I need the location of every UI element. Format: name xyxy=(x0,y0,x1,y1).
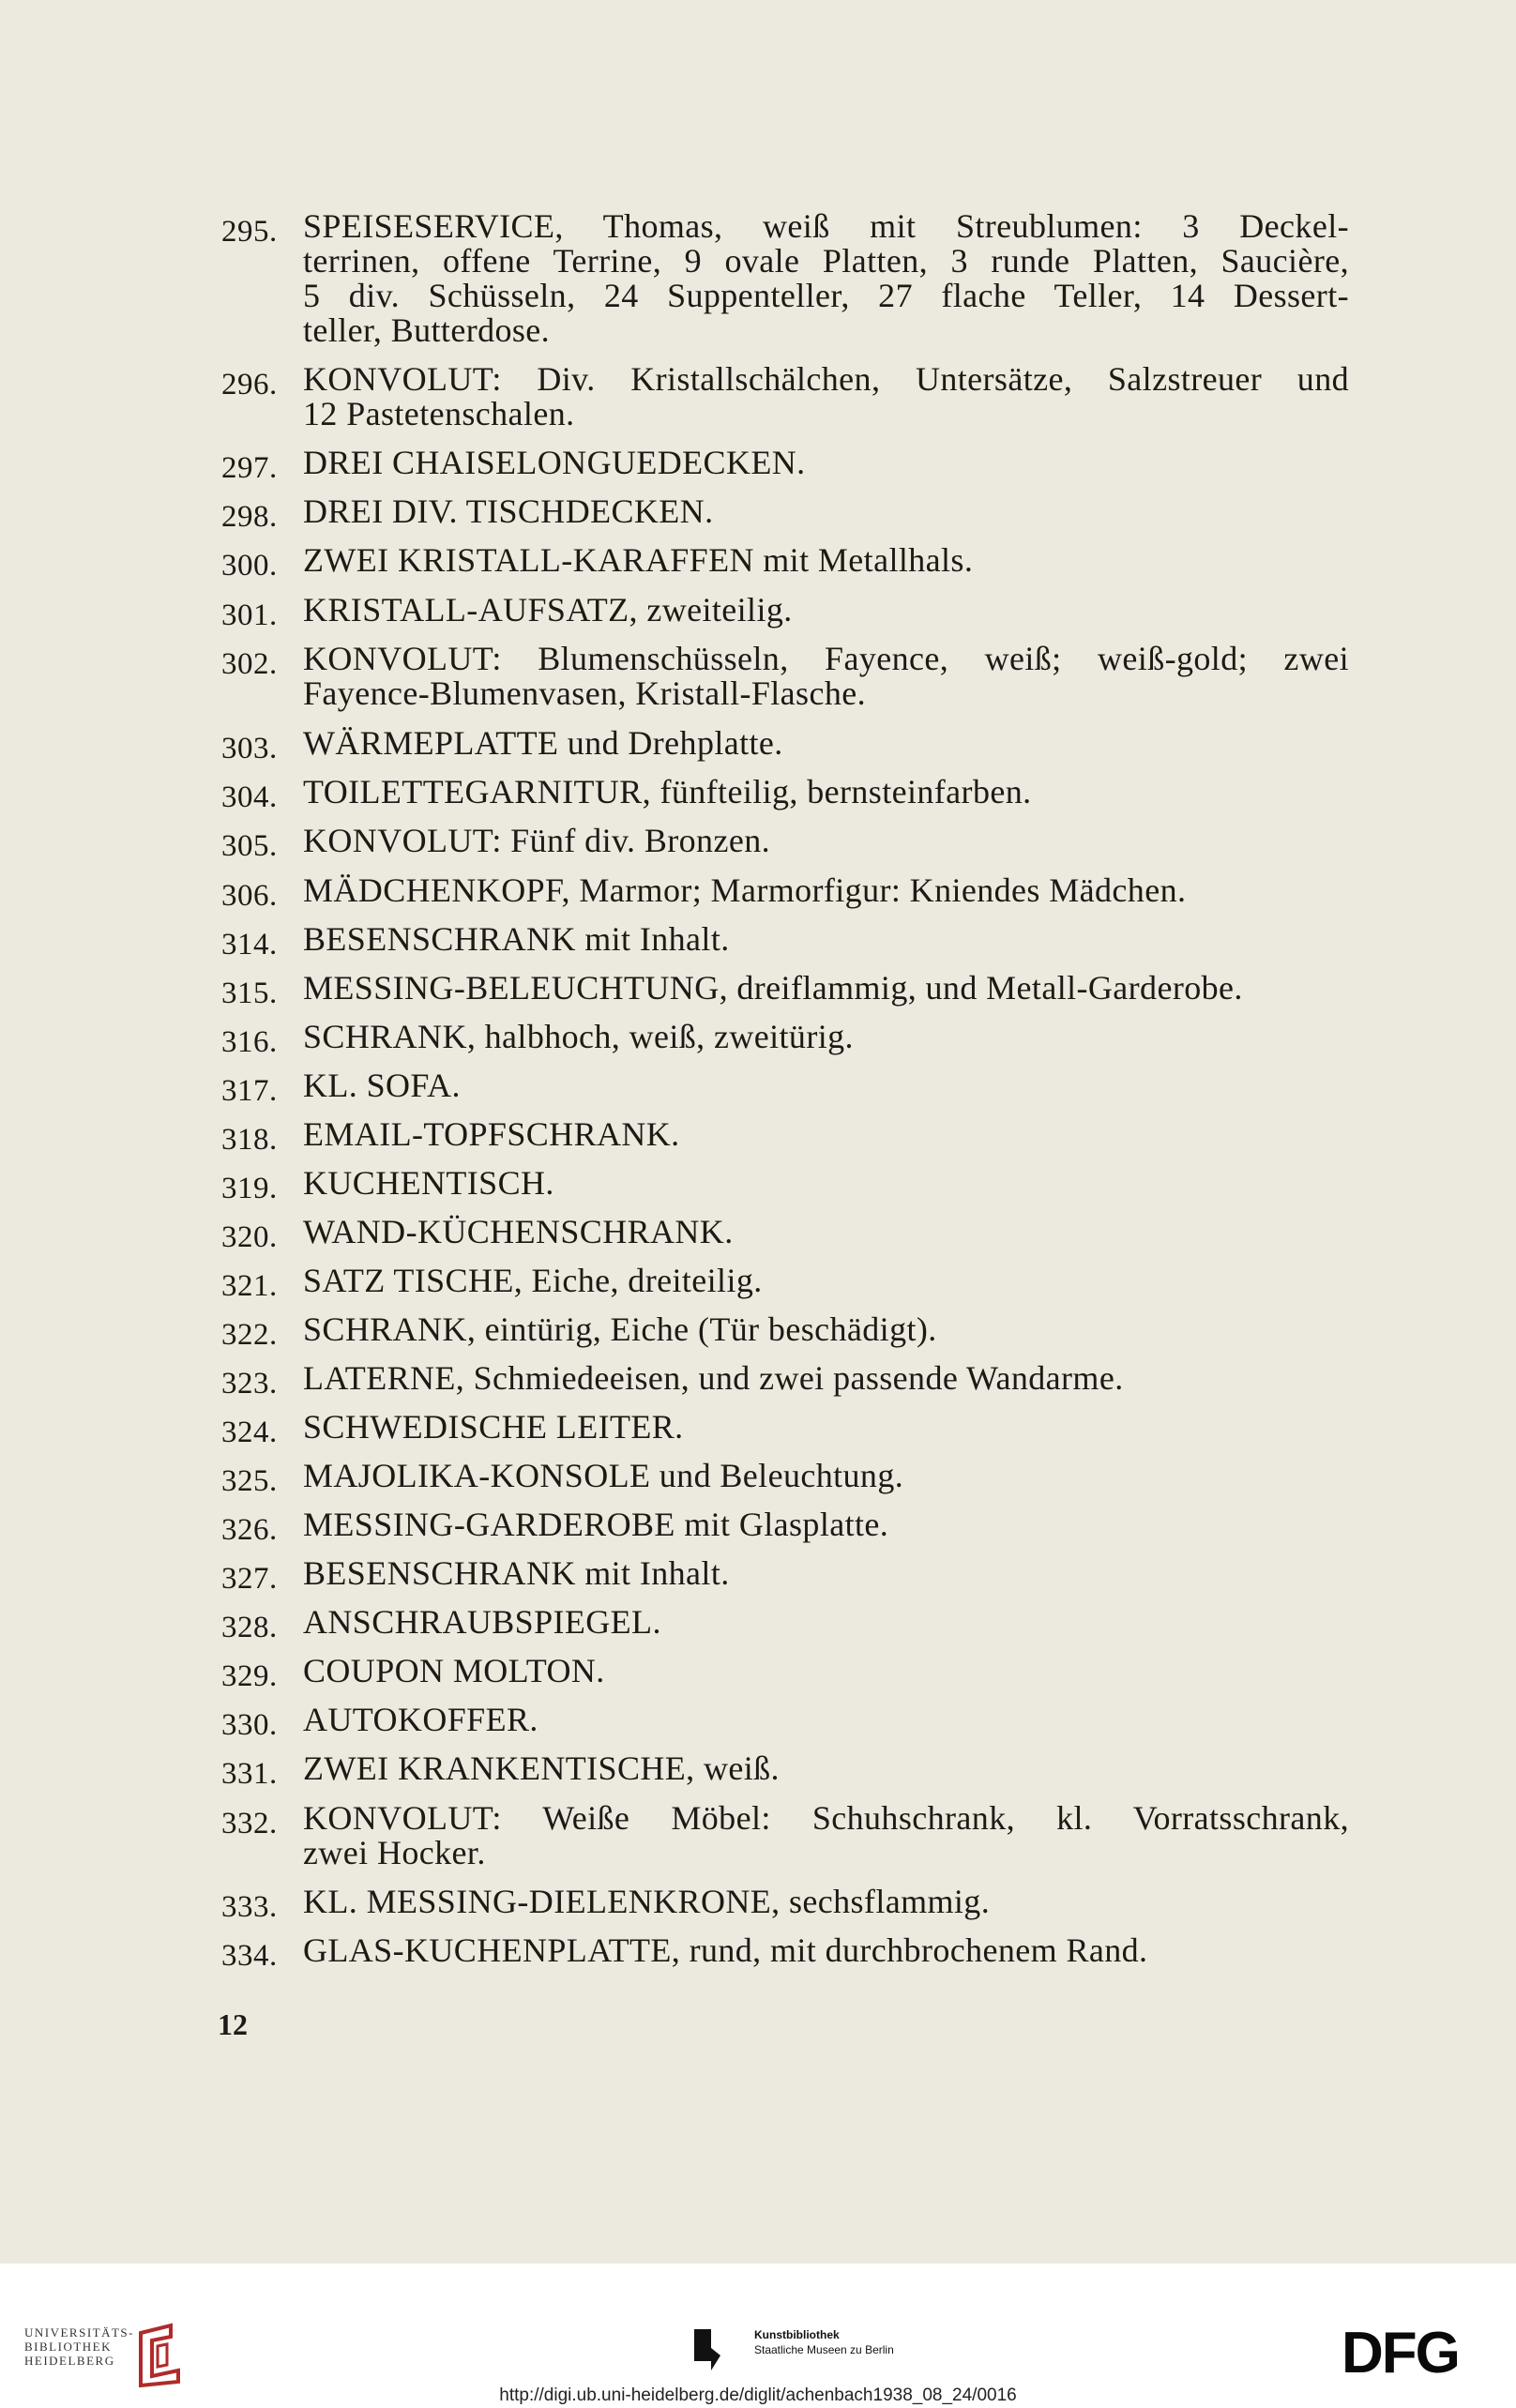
entry-text-line: ZWEI KRANKENTISCHE, weiß. xyxy=(303,1749,780,1787)
heidelberg-library-logo[interactable] xyxy=(24,2325,134,2368)
entry-description xyxy=(303,1215,1349,1249)
entry-description xyxy=(303,1020,1349,1054)
entry-text-line: KONVOLUT: Weiße Möbel: Schuhschrank, kl. Vorratsschrank, xyxy=(303,1799,1349,1837)
entry-description xyxy=(303,1507,1349,1542)
entry-number: 296. xyxy=(221,368,278,401)
entry-text-line: AUTOKOFFER. xyxy=(303,1701,538,1738)
entry-description xyxy=(303,593,1349,628)
entry-number: 318. xyxy=(221,1123,278,1157)
entry-text-line: KL. SOFA. xyxy=(303,1067,461,1104)
entry-number: 329. xyxy=(221,1659,278,1693)
entry-description xyxy=(303,726,1349,761)
entry-number: 317. xyxy=(221,1074,278,1108)
entry-description xyxy=(303,1801,1349,1870)
entry-number: 330. xyxy=(221,1708,278,1742)
entry-description xyxy=(303,1556,1349,1591)
library-logo-line: UNIVERSITÄTS- xyxy=(24,2325,134,2340)
entry-text-line: KONVOLUT: Fünf div. Bronzen. xyxy=(303,822,771,859)
entry-number: 303. xyxy=(221,732,278,765)
library-emblem-icon xyxy=(133,2322,186,2387)
entry-text-line: KUCHENTISCH. xyxy=(303,1164,554,1202)
entry-number: 314. xyxy=(221,928,278,962)
entry-text-line: LATERNE, Schmiedeeisen, und zwei passende Wandarme. xyxy=(303,1359,1124,1397)
entry-number: 304. xyxy=(221,780,278,814)
entry-number: 298. xyxy=(221,500,278,534)
entry-text-line: ZWEI KRISTALL-KARAFFEN mit Metallhals. xyxy=(303,541,974,579)
kunstbibliothek-logo-icon[interactable] xyxy=(694,2329,720,2370)
entry-description xyxy=(303,1264,1349,1298)
entry-text-line: teller, Butterdose. xyxy=(303,311,551,349)
entry-description xyxy=(303,1068,1349,1103)
entry-description xyxy=(303,1751,1349,1786)
entry-description xyxy=(303,362,1349,432)
entry-number: 328. xyxy=(221,1611,278,1644)
entry-text-line: WAND-KÜCHENSCHRANK. xyxy=(303,1213,734,1250)
kb-subtitle: Staatliche Museen zu Berlin xyxy=(754,2343,894,2356)
entry-text-line: MAJOLIKA-KONSOLE und Beleuchtung. xyxy=(303,1457,904,1494)
entry-description xyxy=(303,1885,1349,1919)
entry-text-line: BESENSCHRANK mit Inhalt. xyxy=(303,920,730,958)
entry-text-line: GLAS-KUCHENPLATTE, rund, mit durchbrochenem Rand. xyxy=(303,1931,1148,1969)
entry-text-line: SPEISESERVICE, Thomas, weiß mit Streublumen: 3 Deckel- xyxy=(303,207,1349,245)
entry-description xyxy=(303,922,1349,957)
kunstbibliothek-text xyxy=(754,2327,894,2357)
permalink-url[interactable]: http://digi.ub.uni-heidelberg.de/diglit/achenbach1938_08_24/0016 xyxy=(499,2385,1017,2405)
footer-bar xyxy=(0,2264,1516,2408)
entry-text-line: TOILETTEGARNITUR, fünfteilig, bernsteinfarben. xyxy=(303,773,1032,810)
entry-number: 315. xyxy=(221,977,278,1010)
entry-description xyxy=(303,1166,1349,1201)
entry-number: 322. xyxy=(221,1318,278,1352)
entry-text-line: BESENSCHRANK mit Inhalt. xyxy=(303,1554,730,1592)
entry-description xyxy=(303,1605,1349,1640)
entry-text-line: MESSING-GARDEROBE mit Glasplatte. xyxy=(303,1506,889,1543)
entry-number: 323. xyxy=(221,1367,278,1401)
entry-text-line: KRISTALL-AUFSATZ, zweiteilig. xyxy=(303,591,793,629)
entry-text-line: SATZ TISCHE, Eiche, dreiteilig. xyxy=(303,1262,763,1299)
entry-description xyxy=(303,873,1349,908)
entry-text-line: KL. MESSING-DIELENKRONE, sechsflammig. xyxy=(303,1883,991,1920)
entry-number: 295. xyxy=(221,215,278,249)
entry-number: 305. xyxy=(221,829,278,863)
entry-number: 306. xyxy=(221,879,278,913)
entry-text-line: zwei Hocker. xyxy=(303,1834,486,1871)
entry-text-line: ANSCHRAUBSPIEGEL. xyxy=(303,1603,661,1641)
entry-text-line: MÄDCHENKOPF, Marmor; Marmorfigur: Kniendes Mädchen. xyxy=(303,871,1187,909)
entry-description xyxy=(303,1703,1349,1737)
library-logo-line: HEIDELBERG xyxy=(24,2354,115,2368)
entry-number: 316. xyxy=(221,1025,278,1059)
entry-number: 300. xyxy=(221,549,278,583)
entry-description xyxy=(303,642,1349,711)
entry-number: 320. xyxy=(221,1220,278,1254)
entry-number: 333. xyxy=(221,1890,278,1924)
library-logo-line: BIBLIOTHEK xyxy=(24,2340,112,2354)
entry-description xyxy=(303,543,1349,578)
entry-text-line: terrinen, offene Terrine, 9 ovale Platten, 3 runde Platten, Saucière, xyxy=(303,242,1349,280)
entry-text-line: COUPON MOLTON. xyxy=(303,1652,605,1689)
entry-description xyxy=(303,1933,1349,1968)
entry-text-line: DREI DIV. TISCHDECKEN. xyxy=(303,492,714,530)
entry-description xyxy=(303,971,1349,1006)
entry-description xyxy=(303,824,1349,858)
entry-number: 302. xyxy=(221,647,278,681)
entry-number: 319. xyxy=(221,1172,278,1205)
kb-title: Kunstbibliothek xyxy=(754,2328,840,2341)
entry-description xyxy=(303,1312,1349,1347)
entry-text-line: Fayence-Blumenvasen, Kristall-Flasche. xyxy=(303,674,867,712)
entry-text-line: WÄRMEPLATTE und Drehplatte. xyxy=(303,724,783,762)
entry-text-line: SCHRANK, eintürig, Eiche (Tür beschädigt). xyxy=(303,1310,937,1348)
entry-text-line: SCHRANK, halbhoch, weiß, zweitürig. xyxy=(303,1018,854,1055)
entry-number: 331. xyxy=(221,1757,278,1791)
entry-number: 334. xyxy=(221,1939,278,1973)
entry-description xyxy=(303,775,1349,810)
entry-number: 325. xyxy=(221,1464,278,1498)
dfg-logo[interactable]: DFG xyxy=(1342,2321,1459,2385)
entry-text-line: EMAIL-TOPFSCHRANK. xyxy=(303,1115,680,1153)
entry-text-line: DREI CHAISELONGUEDECKEN. xyxy=(303,444,806,481)
entry-description xyxy=(303,1654,1349,1689)
entry-number: 297. xyxy=(221,451,278,485)
entry-text-line: MESSING-BELEUCHTUNG, dreiflammig, und Metall-Garderobe. xyxy=(303,969,1243,1007)
entry-description xyxy=(303,446,1349,480)
entry-text-line: 5 div. Schüsseln, 24 Suppenteller, 27 flache Teller, 14 Dessert- xyxy=(303,277,1349,314)
entry-description xyxy=(303,209,1349,348)
entry-number: 327. xyxy=(221,1562,278,1596)
entry-description xyxy=(303,1410,1349,1445)
entry-number: 326. xyxy=(221,1513,278,1547)
entry-description xyxy=(303,1459,1349,1493)
entry-text-line: KONVOLUT: Blumenschüsseln, Fayence, weiß; weiß-gold; zwei xyxy=(303,640,1349,677)
entry-description xyxy=(303,494,1349,529)
entry-number: 301. xyxy=(221,598,278,632)
entry-number: 332. xyxy=(221,1807,278,1840)
entry-number: 321. xyxy=(221,1269,278,1303)
entry-text-line: SCHWEDISCHE LEITER. xyxy=(303,1408,684,1446)
entry-number: 324. xyxy=(221,1416,278,1449)
entry-description xyxy=(303,1361,1349,1396)
page-number: 12 xyxy=(218,2007,248,2041)
entry-description xyxy=(303,1117,1349,1152)
entry-text-line: 12 Pastetenschalen. xyxy=(303,395,575,432)
entry-text-line: KONVOLUT: Div. Kristallschälchen, Untersätze, Salzstreuer und xyxy=(303,360,1349,398)
